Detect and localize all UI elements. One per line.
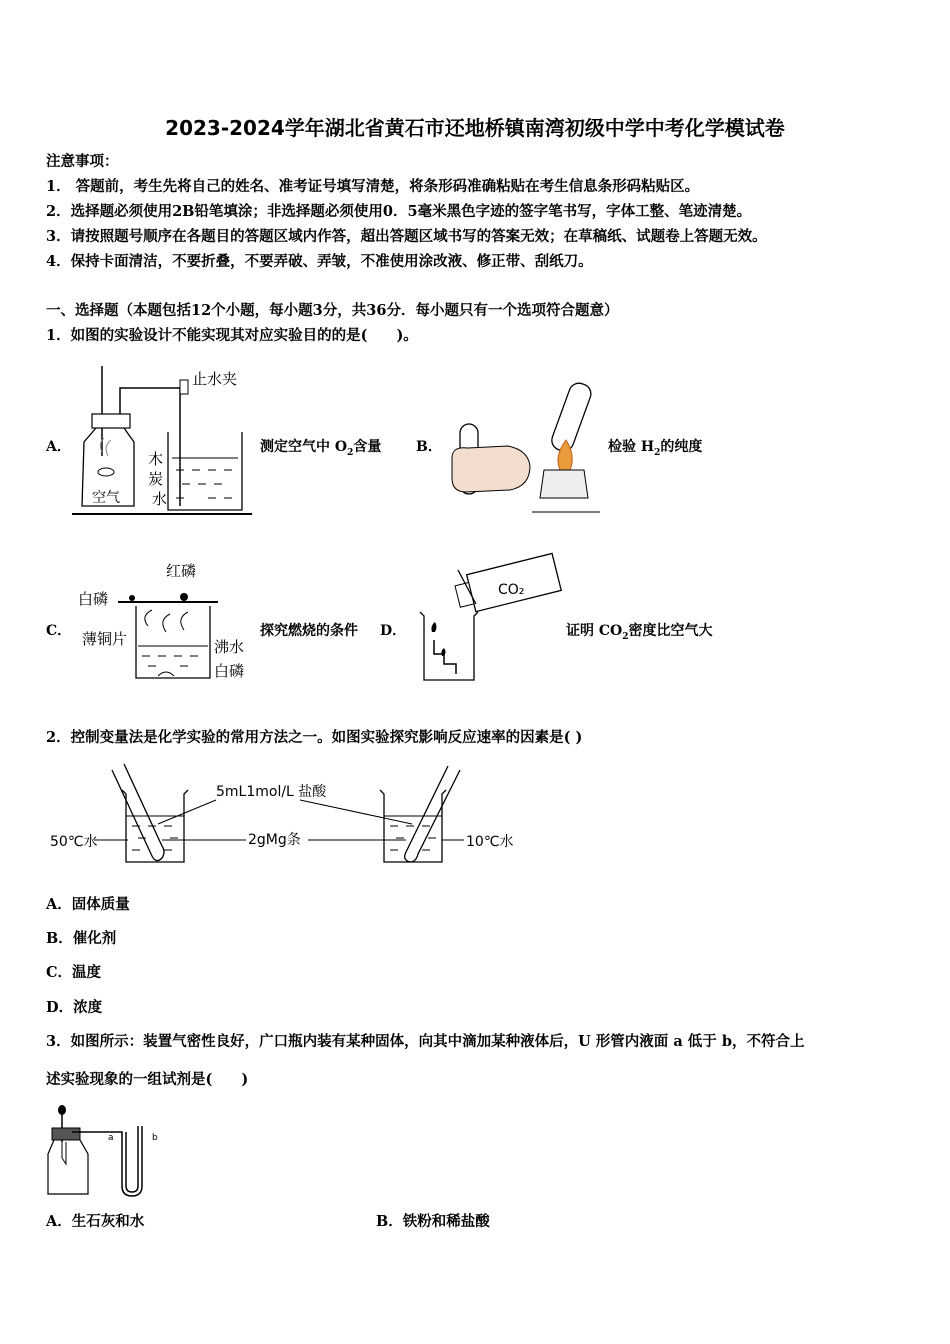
- q2-option-a: A．固体质量: [46, 896, 130, 913]
- q1-stem: 1．如图的实验设计不能实现其对应实验目的的是( )。: [46, 327, 418, 344]
- label-a: a: [108, 1133, 114, 1143]
- label-air: 空气: [92, 490, 120, 506]
- q1-option-a-text: 测定空气中 $O_2$含量: [260, 439, 382, 458]
- q3-option-b: B．铁粉和稀盐酸: [376, 1213, 490, 1230]
- q2-option-c: C．温度: [46, 964, 102, 981]
- section-heading: 一、选择题（本题包括12个小题，每小题3分，共36分．每小题只有一个选项符合题意）: [46, 302, 619, 319]
- label-red-phosphorus: 红磷: [166, 562, 197, 580]
- q1-option-a-letter: A．: [46, 439, 71, 455]
- q1-option-d-letter: D．: [380, 623, 407, 639]
- q1-option-c-text: 探究燃烧的条件: [260, 623, 358, 639]
- apparatus-d-diagram: [414, 560, 564, 684]
- label-cold-water: 10℃水: [466, 834, 514, 850]
- q1-option-b-letter: B．: [416, 439, 442, 455]
- label-water: 水: [152, 490, 168, 508]
- label-acid: 5mL1mol/L 盐酸: [216, 784, 327, 800]
- q3-stem-line2: 述实验现象的一组试剂是( ): [46, 1071, 249, 1088]
- apparatus-a-diagram: [72, 366, 262, 518]
- apparatus-b-diagram: [448, 378, 608, 518]
- q2-option-b: B．催化剂: [46, 930, 117, 947]
- label-white-phosphorus: 白磷: [78, 590, 109, 608]
- label-mg: 2gMg条: [248, 832, 301, 848]
- label-co2: CO₂: [498, 582, 525, 598]
- q1-option-b-text: 检验 $H_2$的纯度: [608, 439, 703, 458]
- notice-item: 3．请按照题号顺序在各题目的答题区域内作答，超出答题区域书写的答案无效；在草稿纸、试题卷上答题无效。: [46, 228, 767, 245]
- label-clip: 止水夹: [192, 370, 238, 388]
- q2-option-d: D．浓度: [46, 999, 103, 1016]
- notice-item: 4．保持卡面清洁，不要折叠，不要弄破、弄皱，不准使用涂改液、修正带、刮纸刀。: [46, 253, 593, 270]
- label-charcoal-2: 炭: [148, 470, 164, 488]
- reaction-rate-diagram: [50, 760, 530, 870]
- page-title: 2023-2024学年湖北省黄石市还地桥镇南湾初级中学中考化学模试卷: [165, 116, 785, 140]
- label-hot-water: 50℃水: [50, 834, 98, 850]
- label-copper-sheet: 薄铜片: [82, 630, 128, 648]
- notice-heading: 注意事项：: [46, 153, 119, 170]
- q2-stem: 2．控制变量法是化学实验的常用方法之一。如图实验探究影响反应速率的因素是( ): [46, 729, 583, 746]
- label-white-phosphorus-2: 白磷: [214, 662, 245, 680]
- label-charcoal-1: 木: [148, 450, 164, 468]
- q1-option-c-letter: C．: [46, 623, 72, 639]
- notice-item: 2．选择题必须使用2B铅笔填涂；非选择题必须使用0．5毫米黑色字迹的签字笔书写，字体工整、笔迹清楚。: [46, 203, 752, 220]
- label-b: b: [152, 1133, 158, 1143]
- q1-option-d-text: 证明 $CO_2$密度比空气大: [566, 623, 713, 642]
- q3-option-a: A．生石灰和水: [46, 1213, 145, 1230]
- label-boiling-water: 沸水: [214, 638, 245, 656]
- notice-item: 1． 答题前，考生先将自己的姓名、准考证号填写清楚，将条形码准确粘贴在考生信息条形码粘贴区。: [46, 178, 700, 195]
- apparatus-c-diagram: [78, 556, 268, 684]
- q3-stem-line1: 3．如图所示：装置气密性良好，广口瓶内装有某种固体，向其中滴加某种液体后，U 形管内液面 a 低于 b，不符合上: [46, 1033, 805, 1050]
- u-tube-apparatus-diagram: [44, 1102, 174, 1200]
